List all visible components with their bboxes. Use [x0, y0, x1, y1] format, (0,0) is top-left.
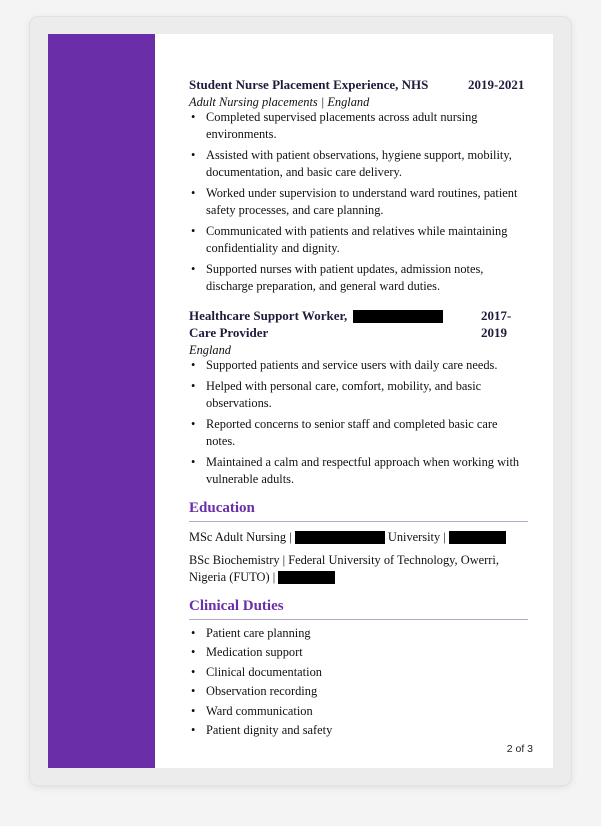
- list-item: • Communicated with patients and relatives while maintaining confidentiality and dignity.: [189, 223, 529, 257]
- section-heading-clinical-duties: Clinical Duties: [189, 597, 528, 620]
- job-title-hcsw: [189, 307, 469, 341]
- list-item: • Reported concerns to senior staff and completed basic care notes.: [189, 416, 529, 450]
- job-subtitle-hcsw: England: [189, 343, 231, 357]
- list-item: • Worked under supervision to understand ward routines, patient safety processes, and care planning.: [189, 185, 529, 219]
- job-dates-hcsw: [481, 307, 511, 341]
- clinical-duties-list: [189, 625, 529, 739]
- resume-page: [48, 34, 553, 768]
- job-bullets-hcsw: [189, 357, 529, 488]
- msc-prefix: MSc Adult Nursing |: [189, 530, 292, 544]
- job-subtitle-nhs: Adult Nursing placements | England: [189, 95, 370, 109]
- redaction-box: [353, 310, 443, 323]
- list-item: • Helped with personal care, comfort, mobility, and basic observations.: [189, 378, 529, 412]
- job-title-nhs: Student Nurse Placement Experience, NHS: [189, 77, 429, 92]
- job-title-line1: Healthcare Support Worker,: [189, 308, 348, 323]
- job-dates-line2: 2019: [481, 325, 507, 340]
- list-item: • Clinical documentation: [189, 664, 529, 681]
- sidebar-band: [48, 34, 155, 768]
- education-bsc: [189, 552, 529, 586]
- list-item: • Patient dignity and safety: [189, 722, 529, 739]
- job-dates-nhs: 2019-2021: [468, 77, 525, 92]
- list-item: • Supported patients and service users with daily care needs.: [189, 357, 529, 374]
- bsc-line1: BSc Biochemistry | Federal University of Technology, Owerri,: [189, 553, 499, 567]
- list-item: • Observation recording: [189, 683, 529, 700]
- list-item: • Patient care planning: [189, 625, 529, 642]
- education-msc: [189, 529, 529, 546]
- list-item: • Supported nurses with patient updates, admission notes, discharge preparation, and general ward duties.: [189, 261, 529, 295]
- redaction-box: [295, 531, 385, 544]
- bsc-line2: Nigeria (FUTO) |: [189, 570, 276, 584]
- job-bullets-nhs: [189, 109, 529, 295]
- redaction-box: [278, 571, 335, 584]
- job-title-line2: Care Provider: [189, 325, 269, 340]
- list-item: • Completed supervised placements across adult nursing environments.: [189, 109, 529, 143]
- msc-mid: University |: [387, 530, 446, 544]
- page-number: 2 of 3: [506, 743, 533, 755]
- list-item: • Maintained a calm and respectful approach when working with vulnerable adults.: [189, 454, 529, 488]
- redaction-box: [449, 531, 506, 544]
- section-heading-education: Education: [189, 499, 528, 522]
- job-dates-line1: 2017-: [481, 308, 512, 323]
- list-item: • Assisted with patient observations, hygiene support, mobility, documentation, and basic care delivery.: [189, 147, 529, 181]
- list-item: • Ward communication: [189, 703, 529, 720]
- list-item: • Medication support: [189, 644, 529, 661]
